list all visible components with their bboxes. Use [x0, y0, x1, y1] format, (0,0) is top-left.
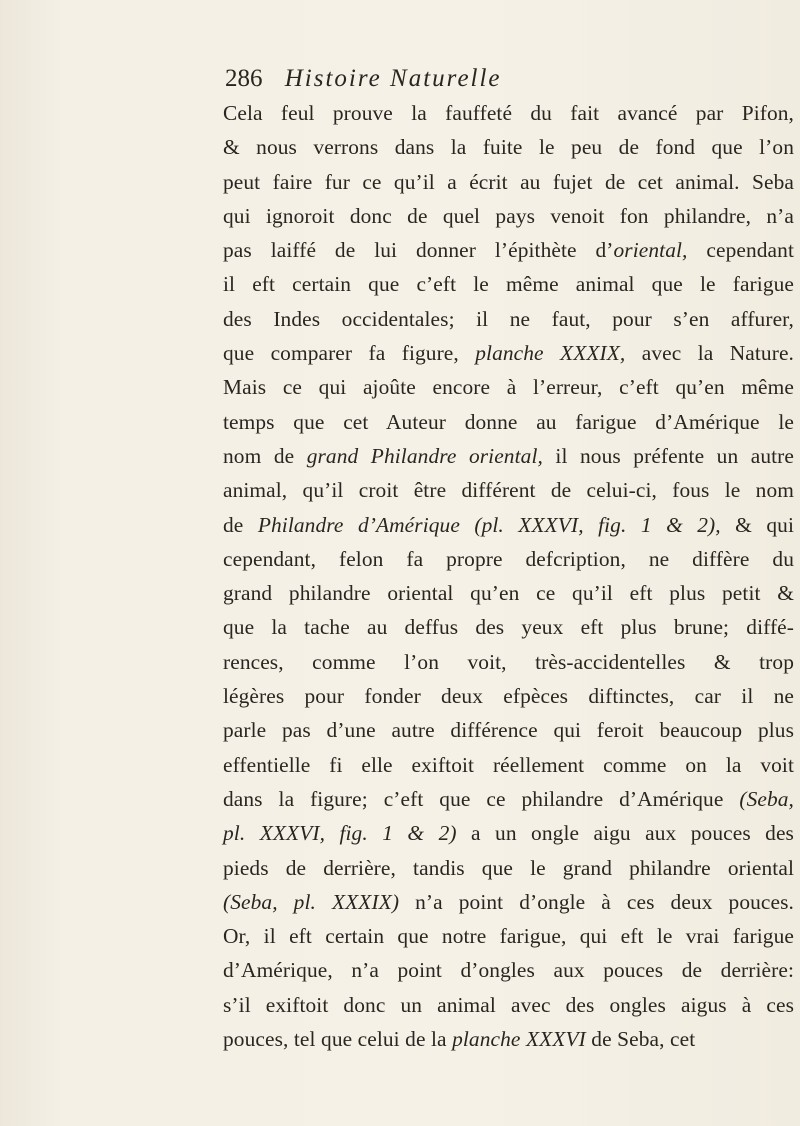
text-line [223, 233, 794, 267]
text-run: s’il exiftoit donc un animal avec des ongles aigus à ces [223, 992, 794, 1017]
running-title: Histoire Naturelle [284, 65, 502, 92]
text-run: & nous verrons dans la fuite le peu de fond que l’on [223, 135, 794, 160]
text-line [223, 679, 794, 713]
text-line [223, 267, 794, 301]
text-line [223, 199, 794, 233]
text-run: cependant [687, 238, 794, 263]
text-run: que comparer fa figure, [223, 341, 476, 366]
text-line [223, 370, 794, 404]
page-header [225, 62, 685, 96]
text-run: qui ignoroit donc de quel pays venoit fon philandre, n’a [223, 203, 794, 228]
italic-text-run: (Seba, [739, 786, 794, 811]
text-line [223, 610, 794, 644]
body-text [223, 96, 794, 1056]
italic-text-run: planche XXXVI [452, 1027, 586, 1052]
text-run: parle pas d’une autre différence qui feroit beaucoup plus [223, 718, 794, 743]
text-line [223, 885, 794, 919]
text-line [223, 130, 794, 164]
text-line [223, 542, 794, 576]
italic-text-run: Philandre d’Amérique (pl. XXXVI, fig. 1 & 2), [257, 512, 721, 537]
text-run: temps que cet Auteur donne au farigue d’Amérique le [223, 409, 794, 434]
text-line [223, 748, 794, 782]
text-line [223, 953, 794, 987]
text-line [223, 96, 794, 130]
text-line [223, 919, 794, 953]
text-run: avec la Nature. [625, 341, 794, 366]
text-run: cependant, felon fa propre defcription, ne diffère du [223, 546, 794, 571]
text-line [223, 576, 794, 610]
text-run: d’Amérique, n’a point d’ongles aux pouces de derrière: [223, 958, 794, 983]
text-line [223, 851, 794, 885]
text-run: de Seba, cet [585, 1027, 696, 1052]
text-line [223, 713, 794, 747]
text-run: a un ongle aigu aux pouces des [456, 821, 794, 846]
text-run: grand philandre oriental qu’en ce qu’il eft plus petit & [223, 581, 794, 606]
text-run: Or, il eft certain que notre farigue, qui eft le vrai farigue [223, 924, 794, 949]
text-run: des Indes occidentales; il ne faut, pour s’en affurer, [223, 306, 794, 331]
text-run: de [223, 512, 258, 537]
text-line [223, 336, 794, 370]
text-line [223, 1022, 794, 1056]
text-run: nom de [223, 443, 307, 468]
italic-text-run: pl. XXXVI, fig. 1 & 2) [223, 821, 457, 846]
text-run: il nous préfente un autre [542, 443, 794, 468]
text-line [223, 165, 794, 199]
text-line [223, 302, 794, 336]
text-run: pas laiffé de lui donner l’épithète d’ [223, 238, 614, 263]
italic-text-run: (Seba, pl. XXXIX) [223, 889, 400, 914]
text-run: il eft certain que c’eft le même animal que le farigue [223, 272, 794, 297]
text-run: effentielle fi elle exiftoit réellement comme on la voit [223, 752, 794, 777]
page-number: 286 [225, 65, 263, 92]
text-line [223, 645, 794, 679]
text-run: Mais ce qui ajoûte encore à l’erreur, c’eft qu’en même [223, 375, 794, 400]
text-run: rences, comme l’on voit, très-accidentelles & trop [223, 649, 794, 674]
text-run: dans la figure; c’eft que ce philandre d’Amérique [223, 786, 740, 811]
text-line [223, 988, 794, 1022]
text-run: légères pour fonder deux efpèces diftinctes, car il ne [223, 684, 794, 709]
italic-text-run: grand Philandre oriental, [306, 443, 543, 468]
text-run: peut faire fur ce qu’il a écrit au fujet de cet animal. Seba [223, 169, 794, 194]
text-line [223, 782, 794, 816]
text-run: n’a point d’ongle à ces deux pouces. [399, 889, 794, 914]
text-run: pieds de derrière, tandis que le grand philandre oriental [223, 855, 794, 880]
text-line [223, 508, 794, 542]
text-line [223, 405, 794, 439]
italic-text-run: planche XXXIX, [475, 341, 626, 366]
text-run: & qui [720, 512, 794, 537]
text-line [223, 473, 794, 507]
italic-text-run: oriental, [613, 238, 688, 263]
text-line [223, 439, 794, 473]
text-line [223, 816, 794, 850]
text-run: pouces, tel que celui de la [223, 1027, 453, 1052]
text-run: animal, qu’il croit être différent de celui-ci, fous le nom [223, 478, 794, 503]
text-run: Cela feul prouve la fauffeté du fait avancé par Pifon, [223, 101, 794, 125]
text-run: que la tache au deffus des yeux eft plus brune; diffé- [223, 615, 794, 640]
